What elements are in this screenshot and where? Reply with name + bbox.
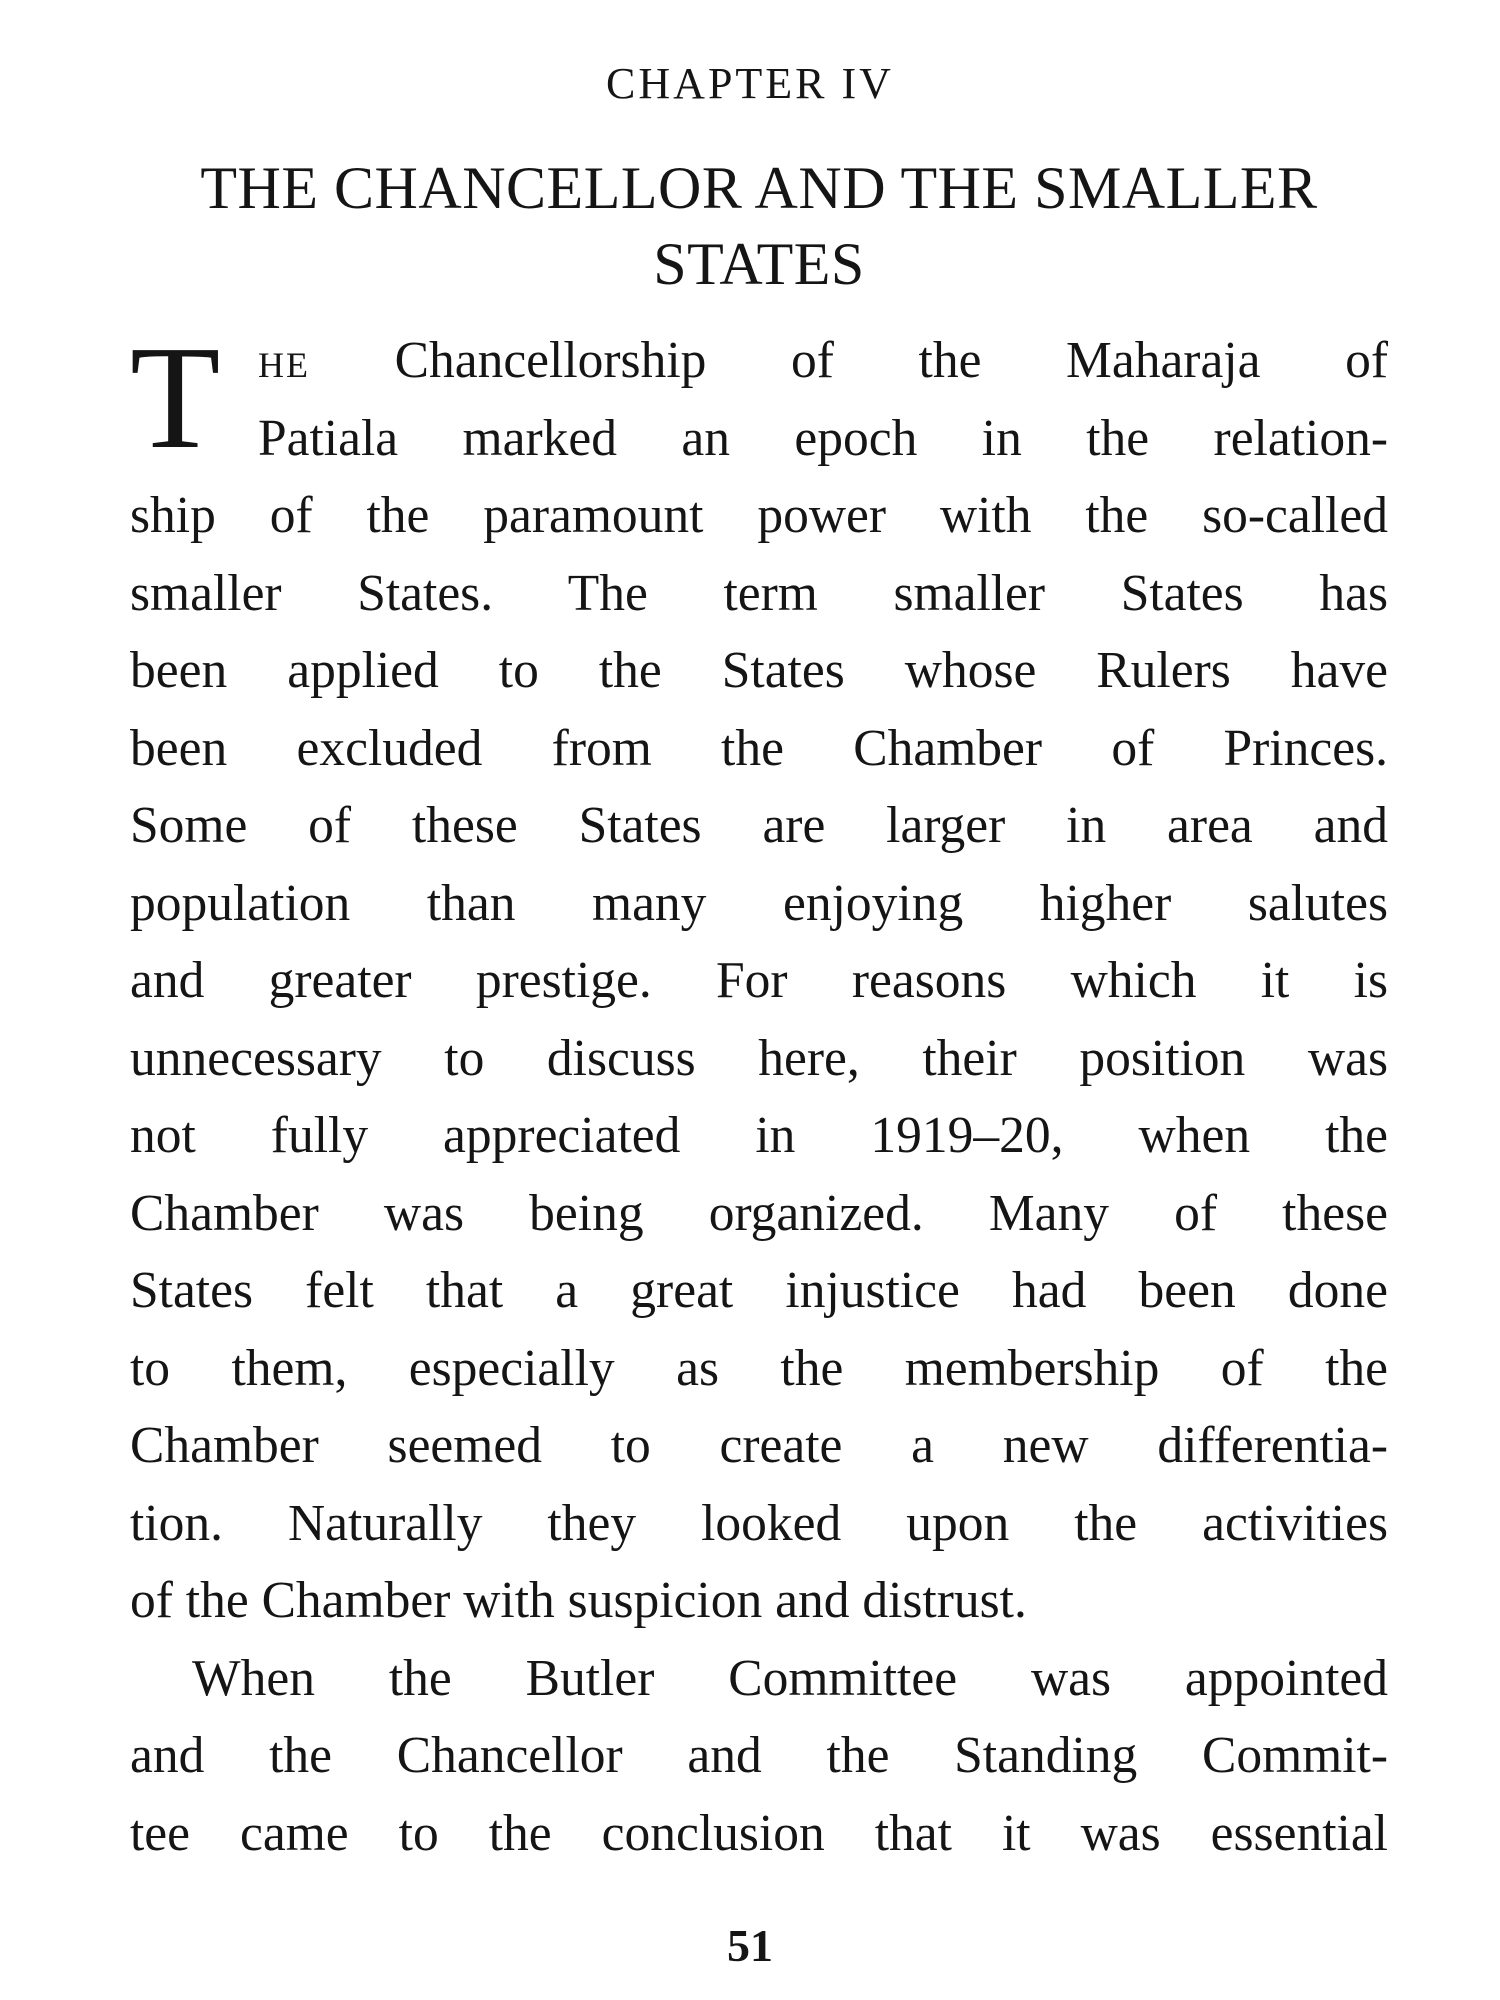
text-line: Chamber seemed to create a new differentia- [130, 1417, 1388, 1474]
text-line: HE Chancellorship of the Maharaja of [258, 332, 1388, 389]
text-line: population than many enjoying higher salutes [130, 874, 1388, 932]
text-line: been applied to the States whose Rulers have [130, 642, 1388, 699]
chapter-label: CHAPTER IV [606, 59, 894, 108]
paragraph-2 [130, 1640, 1388, 1873]
drop-cap: T [130, 316, 221, 480]
text-line: Patiala marked an epoch in the relation- [258, 409, 1388, 467]
small-caps-word: HE [258, 345, 310, 385]
text-line: tee came to the conclusion that it was essential [130, 1804, 1388, 1862]
text-line: and the Chancellor and the Standing Commit- [130, 1727, 1388, 1784]
text-line: tion. Naturally they looked upon the activities [130, 1494, 1388, 1552]
text-line: to them, especially as the membership of the [130, 1339, 1388, 1397]
chapter-title-line-1: THE CHANCELLOR AND THE SMALLER [200, 155, 1318, 221]
text-line: of the Chamber with suspicion and distrust. [130, 1572, 1027, 1629]
text-line: States felt that a great injustice had been done [130, 1262, 1388, 1319]
text-line: not fully appreciated in 1919–20, when the [130, 1107, 1388, 1164]
text-line: smaller States. The term smaller States has [130, 564, 1388, 622]
text-line: ship of the paramount power with the so-called [130, 487, 1388, 544]
body-text [130, 316, 1388, 1872]
text-line: Chamber was being organized. Many of these [130, 1184, 1388, 1242]
text-line: Some of these States are larger in area and [130, 797, 1388, 854]
paragraph-1 [130, 316, 1388, 1640]
chapter-title [130, 150, 1388, 302]
chapter-title-line-2: STATES [653, 231, 865, 297]
text-line: been excluded from the Chamber of Princes. [130, 719, 1388, 777]
text-line: When the Butler Committee was appointed [192, 1649, 1388, 1707]
text-line: unnecessary to discuss here, their position was [130, 1029, 1388, 1087]
text-line: and greater prestige. For reasons which it is [130, 952, 1388, 1009]
page-number: 51 [727, 1920, 773, 1971]
